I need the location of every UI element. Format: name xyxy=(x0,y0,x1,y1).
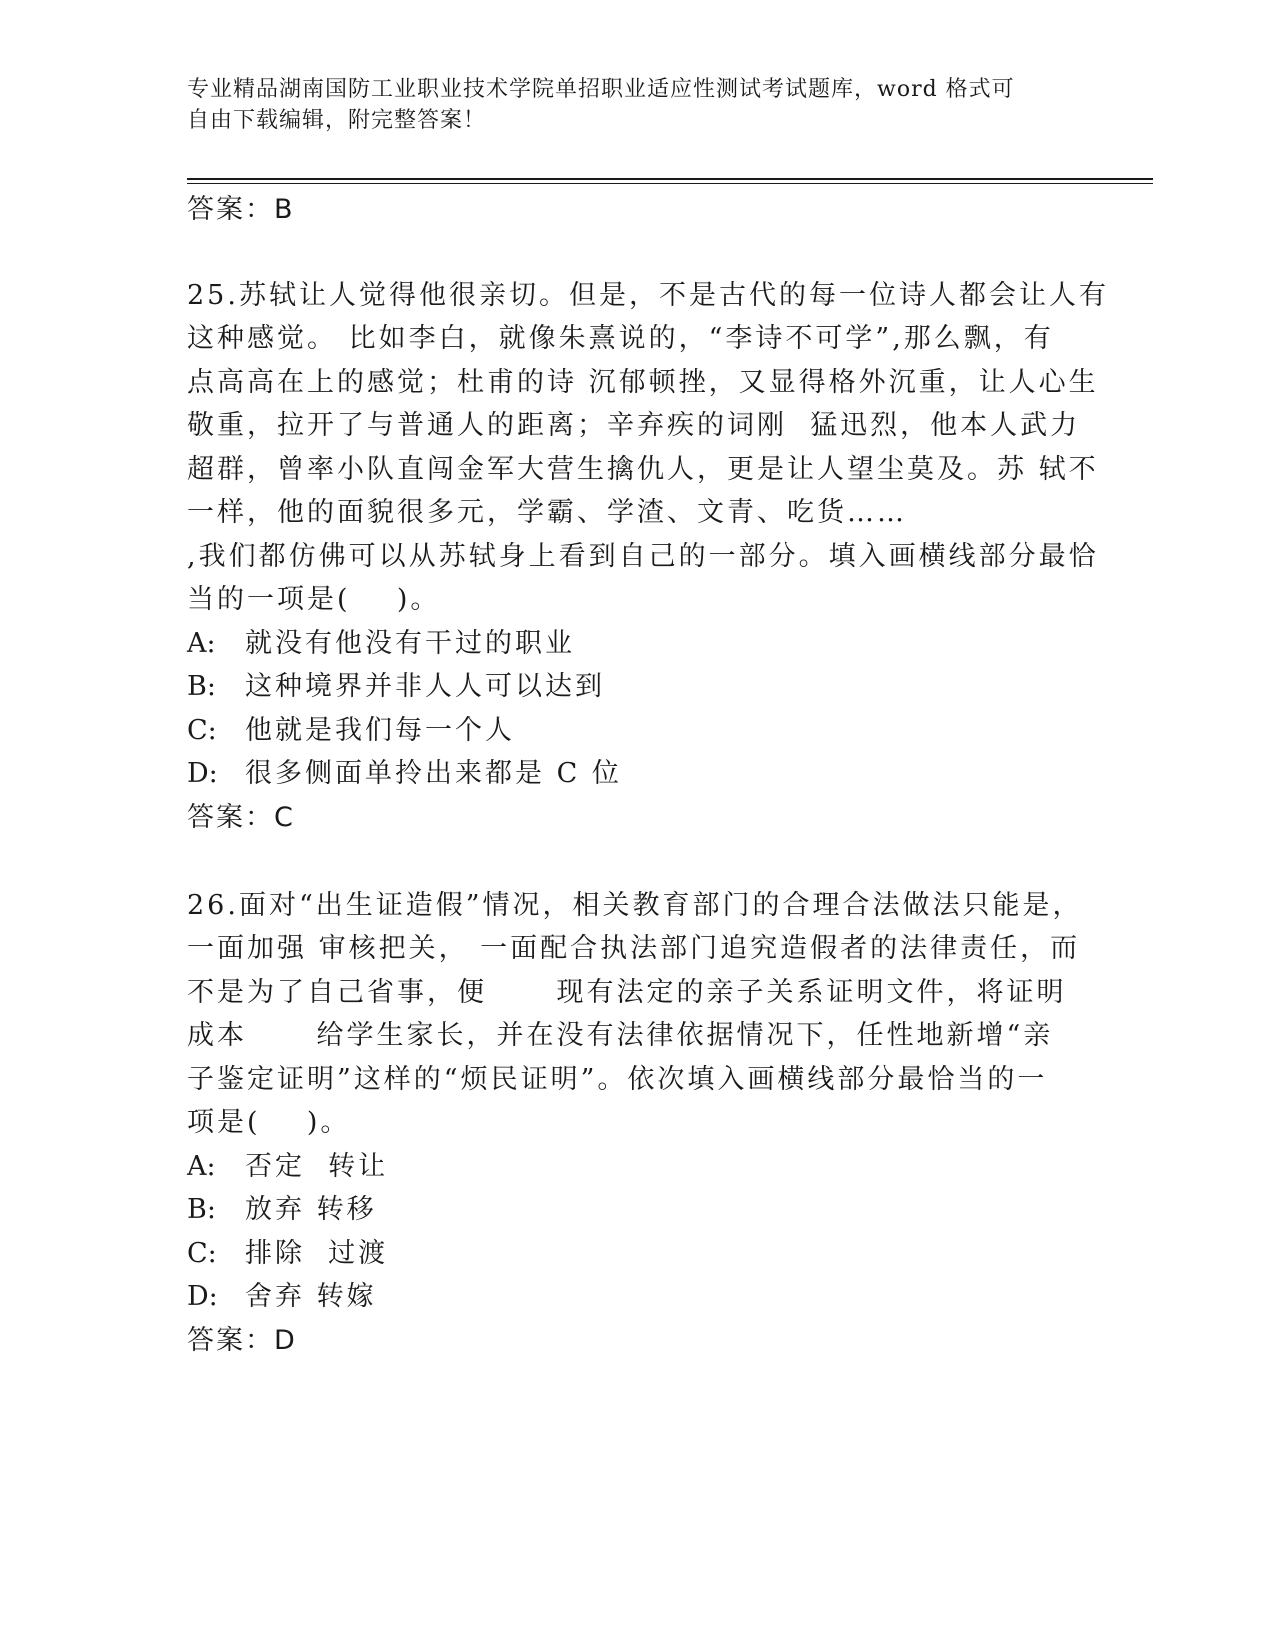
q25-line: 点高高在上的感觉；杜甫的诗 沉郁顿挫，又显得格外沉重，让人心生 xyxy=(187,367,1099,398)
option-text: 就没有他没有干过的职业 xyxy=(245,628,575,659)
header-divider-thin xyxy=(187,183,1153,184)
q26-option-a xyxy=(187,1144,388,1183)
q26-option-d xyxy=(187,1274,377,1313)
q26-option-c xyxy=(187,1231,388,1270)
q25-option-b xyxy=(187,664,605,703)
option-key: D: xyxy=(187,1281,218,1312)
option-key: D: xyxy=(187,758,218,789)
header-line-1: 专业精品湖南国防工业职业技术学院单招职业适应性测试考试题库，word 格式可 xyxy=(187,77,1015,102)
q25-option-a xyxy=(187,621,575,660)
q25-line: 超群，曾率小队直闯金军大营生擒仇人，更是让人望尘莫及。苏 轼不 xyxy=(187,454,1099,485)
q25-line: ,我们都仿佛可以从苏轼身上看到自己的一部分。填入画横线部分最恰 xyxy=(187,541,1099,572)
q26-line: 不是为了自己省事，便 现有法定的亲子关系证明文件，将证明 xyxy=(187,977,1067,1008)
q26-line: 成本 给学生家长，并在没有法律依据情况下，任性地新增“亲 xyxy=(187,1020,1054,1051)
answer-q24: 答案：B xyxy=(187,194,295,225)
q25-option-c xyxy=(187,708,515,747)
option-key: A: xyxy=(187,1151,216,1182)
q25-line: 这种感觉。 比如李白，就像朱熹说的，“李诗不可学”,那么飘，有 xyxy=(187,323,1054,354)
q26-line: 子鉴定证明”这样的“烦民证明”。依次填入画横线部分最恰当的一 xyxy=(187,1064,1048,1095)
q26-line: 26.面对“出生证造假”情况，相关教育部门的合理合法做法只能是， xyxy=(187,890,1083,921)
q26-line: 一面加强 审核把关， 一面配合执法部门追究造假者的法律责任，而 xyxy=(187,933,1081,964)
q26-option-b xyxy=(187,1187,377,1226)
q25-option-d xyxy=(187,751,622,790)
option-key: A: xyxy=(187,628,216,659)
option-text: 这种境界并非人人可以达到 xyxy=(245,671,605,702)
header-divider xyxy=(187,178,1153,180)
header-line-2: 自由下载编辑，附完整答案！ xyxy=(187,108,487,133)
option-key: C: xyxy=(187,1238,217,1269)
option-text: 排除 过渡 xyxy=(245,1238,389,1269)
answer-q26: 答案：D xyxy=(187,1325,297,1356)
q26-line: 项是( )。 xyxy=(187,1107,351,1138)
option-text: 舍弃 转嫁 xyxy=(245,1281,377,1312)
option-key: C: xyxy=(187,715,217,746)
option-text: 很多侧面单拎出来都是 C 位 xyxy=(245,758,622,789)
q25-line: 当的一项是( )。 xyxy=(187,584,441,615)
option-key: B: xyxy=(187,671,216,702)
q25-line: 25.苏轼让人觉得他很亲切。但是，不是古代的每一位诗人都会让人有 xyxy=(187,280,1109,311)
q25-line: 一样，他的面貌很多元，学霸、学渣、文青、吃货…… xyxy=(187,497,907,528)
option-key: B: xyxy=(187,1194,216,1225)
document-header xyxy=(187,74,1067,136)
q25-line: 敬重，拉开了与普通人的距离；辛弃疾的词刚 猛迅烈，他本人武力 xyxy=(187,410,1081,441)
answer-q25: 答案：C xyxy=(187,802,295,833)
option-text: 否定 转让 xyxy=(245,1151,389,1182)
option-text: 他就是我们每一个人 xyxy=(245,715,515,746)
option-text: 放弃 转移 xyxy=(245,1194,377,1225)
